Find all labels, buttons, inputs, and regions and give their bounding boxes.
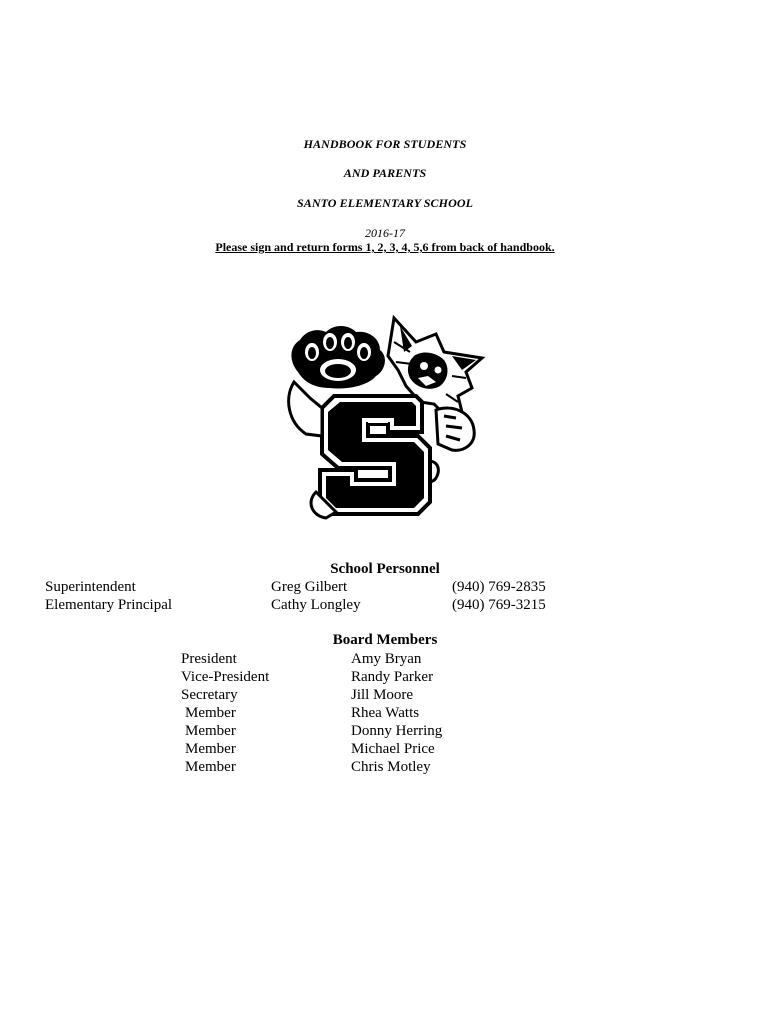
- board-role: President: [181, 651, 237, 667]
- board-name: Chris Motley: [351, 759, 431, 775]
- paw-icon: [291, 326, 385, 389]
- personnel-phone: (940) 769-2835: [452, 579, 546, 595]
- board-name: Rhea Watts: [351, 705, 420, 721]
- board-role: Secretary: [181, 687, 238, 703]
- board-name: Donny Herring: [351, 723, 443, 739]
- personnel-name: Greg Gilbert: [271, 579, 348, 595]
- school-name: SANTO ELEMENTARY SCHOOL: [296, 196, 474, 210]
- handbook-title-line2: AND PARENTS: [343, 166, 427, 180]
- board-name: Amy Bryan: [351, 651, 422, 667]
- personnel-phone: (940) 769-3215: [452, 597, 546, 613]
- board-role: Vice-President: [181, 669, 270, 685]
- return-forms-instruction: Please sign and return forms 1, 2, 3, 4, 5,6 from back of handbook.: [215, 240, 555, 254]
- school-personnel-heading: School Personnel: [330, 561, 440, 577]
- board-role: Member: [185, 741, 236, 757]
- personnel-name: Cathy Longley: [271, 597, 361, 613]
- board-members-heading: Board Members: [332, 632, 438, 648]
- board-role: Member: [185, 723, 236, 739]
- letter-s-icon: [320, 396, 430, 514]
- wildcat-mascot-logo-icon: [276, 312, 496, 524]
- board-name: Michael Price: [351, 741, 435, 757]
- personnel-role: Elementary Principal: [45, 597, 173, 613]
- board-name: Jill Moore: [351, 687, 414, 703]
- school-year: 2016-17: [365, 226, 405, 240]
- board-role: Member: [185, 705, 236, 721]
- board-role: Member: [185, 759, 236, 775]
- handbook-title-line1: HANDBOOK FOR STUDENTS: [303, 137, 467, 151]
- personnel-role: Superintendent: [45, 579, 136, 595]
- board-name: Randy Parker: [351, 669, 434, 685]
